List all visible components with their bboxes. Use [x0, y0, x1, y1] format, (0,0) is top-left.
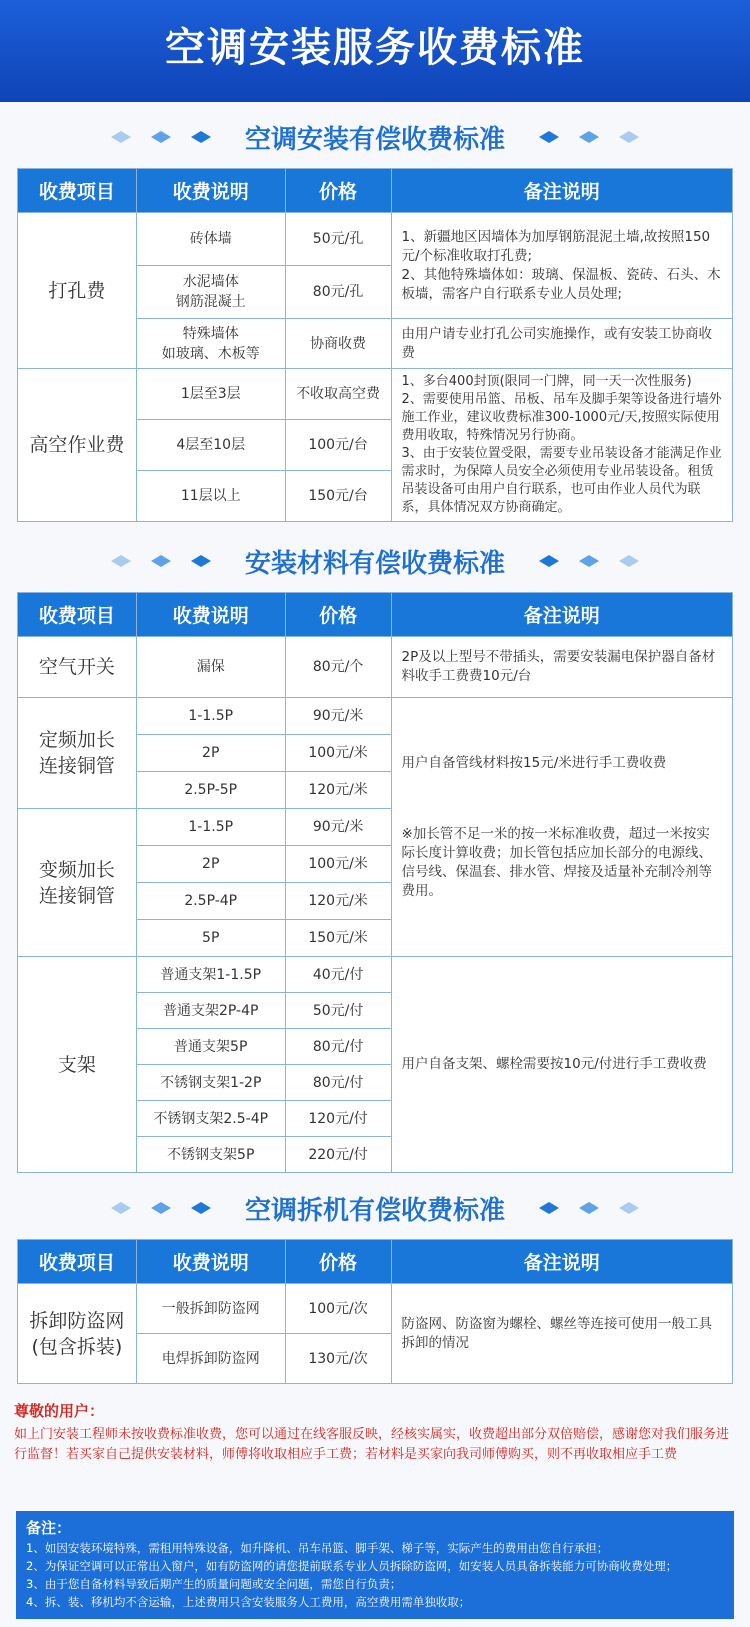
desc: 1层至3层	[136, 369, 285, 420]
remarks-heading: 备注：	[26, 1519, 72, 1537]
table-row	[18, 698, 733, 735]
col-price: 价格	[285, 593, 391, 637]
section-title-removal	[0, 1177, 750, 1239]
price: 150元/米	[285, 920, 391, 957]
table-row	[18, 369, 733, 420]
desc: 电焊拆卸防盗网	[136, 1334, 285, 1384]
col-item: 收费项目	[18, 1240, 137, 1284]
desc: 2P	[136, 735, 285, 772]
col-desc: 收费说明	[136, 593, 285, 637]
desc: 2.5P-5P	[136, 772, 285, 809]
remark-line: 1、如因安装环境特殊，需租用特殊设备，如升降机、吊车吊篮、脚手架、梯子等，实际产生的费用由您自行承担；	[26, 1541, 609, 1555]
price: 100元/次	[285, 1284, 391, 1334]
price: 120元/付	[285, 1101, 391, 1137]
item-bracket: 支架	[18, 957, 137, 1173]
diamond-decoration-left	[111, 1202, 211, 1214]
install-fee-table	[17, 168, 733, 522]
table-header-row	[18, 593, 733, 637]
desc: 11层以上	[136, 471, 285, 522]
note: ※加长管不足一米的按一米标准收费，超过一米按实际长度计算收费；加长管包括应加长部分的电源线、信号线、保温套、排水管、焊接及适量补充制冷剂等费用。	[401, 825, 713, 899]
desc: 不锈钢支架1-2P	[136, 1065, 285, 1101]
price: 80元/个	[285, 637, 391, 698]
col-desc: 收费说明	[136, 169, 285, 213]
price: 130元/次	[285, 1334, 391, 1384]
price: 50元/孔	[285, 213, 391, 266]
material-fee-table	[17, 592, 733, 1173]
item-air-switch: 空气开关	[18, 637, 137, 698]
diamond-decoration-right	[539, 555, 639, 567]
col-note: 备注说明	[391, 593, 732, 637]
desc: 5P	[136, 920, 285, 957]
desc: 漏保	[136, 637, 285, 698]
desc: 不锈钢支架5P	[136, 1137, 285, 1173]
price: 80元/付	[285, 1029, 391, 1065]
notice-body: 如上门安装工程师未按收费标准收费，您可以通过在线客服反映，经核实属实，收费超出部分双倍赔偿，感谢您对我们服务进行监督！若买家自己提供安装材料，师傅将收取相应手工费；若材料是买家向我司师傅购买，则不再收取相应手工费	[14, 1427, 730, 1462]
item-drilling: 打孔费	[18, 213, 137, 369]
desc: 普通支架2P-4P	[136, 993, 285, 1029]
price: 220元/付	[285, 1137, 391, 1173]
remark-line: 4、拆、装、移机均不含运输，上述费用只含安装服务人工费用，高空费用需单独收取；	[26, 1595, 471, 1609]
col-desc: 收费说明	[136, 1240, 285, 1284]
desc: 砖体墙	[136, 213, 285, 266]
desc: 普通支架5P	[136, 1029, 285, 1065]
remark-line: 2、为保证空调可以正常出入窗户，如有防盗网的请您提前联系专业人员拆除防盗网，如安装人员具备拆装能力可协商收费处理；	[26, 1559, 678, 1573]
price: 100元/米	[285, 735, 391, 772]
item-remove-guard: 拆卸防盗网 (包含拆装)	[18, 1284, 137, 1384]
note: 1、新疆地区因墙体为加厚钢筋混泥土墙,故按照150元/个标准收取打孔费; 2、其他特殊墙体如：玻璃、保温板、瓷砖、石头、木板墙，需客户自行联系专业人员处理;	[391, 213, 733, 319]
price: 协商收费	[285, 319, 391, 369]
desc: 1-1.5P	[136, 698, 285, 735]
desc: 4层至10层	[136, 420, 285, 471]
note: 1、多台400封顶(限同一门牌，同一天一次性服务) 2、需要使用吊篮、吊板、吊车及脚手架等设备进行墙外施工作业，建议收费标准300-1000元/天,按照实际使用费用收取，特殊情况另行协商。 3、由于安装位置受限，需要专业吊装设备才能满足作业需求时，为保障人员安全必须使用专业吊装设备。租赁吊装设备可由用户自行联系，也可由作业人员代为联系，具体情况双方协商确定。	[391, 369, 733, 522]
price: 50元/付	[285, 993, 391, 1029]
removal-fee-table	[17, 1239, 733, 1384]
item-fixed-pipe: 定频加长 连接铜管	[18, 698, 137, 809]
col-price: 价格	[285, 1240, 391, 1284]
table-row	[18, 637, 733, 698]
table-header-row	[18, 1240, 733, 1284]
diamond-decoration-right	[539, 131, 639, 143]
col-note: 备注说明	[391, 169, 733, 213]
notice-heading: 尊敬的用户：	[14, 1402, 105, 1420]
price: 100元/米	[285, 846, 391, 883]
price: 100元/台	[285, 420, 391, 471]
pipe-note-cell	[391, 698, 732, 957]
section-heading: 空调安装有偿收费标准	[244, 124, 505, 155]
desc: 一般拆卸防盗网	[136, 1284, 285, 1334]
diamond-decoration-left	[111, 555, 211, 567]
section-title-install	[0, 106, 750, 168]
desc: 水泥墙体 钢筋混凝土	[136, 266, 285, 319]
price: 120元/米	[285, 883, 391, 920]
header	[0, 0, 750, 102]
desc: 特殊墙体 如玻璃、木板等	[136, 319, 285, 369]
section-title-material	[0, 530, 750, 592]
price: 不收取高空费	[285, 369, 391, 420]
note: 用户自备支架、螺栓需要按10元/付进行手工费收费	[391, 957, 732, 1173]
price: 40元/付	[285, 957, 391, 993]
table-row	[18, 213, 733, 266]
diamond-decoration-right	[539, 1202, 639, 1214]
price: 80元/孔	[285, 266, 391, 319]
price: 80元/付	[285, 1065, 391, 1101]
price: 90元/米	[285, 809, 391, 846]
user-notice	[14, 1400, 736, 1465]
desc: 2.5P-4P	[136, 883, 285, 920]
diamond-decoration-left	[111, 131, 211, 143]
note: 由用户请专业打孔公司实施操作，或有安装工协商收费	[391, 319, 733, 369]
table-row	[18, 1284, 733, 1334]
col-note: 备注说明	[391, 1240, 733, 1284]
desc: 不锈钢支架2.5-4P	[136, 1101, 285, 1137]
section-heading: 空调拆机有偿收费标准	[244, 1195, 505, 1226]
price: 120元/米	[285, 772, 391, 809]
note: 用户自备管线材料按15元/米进行手工费收费	[401, 754, 667, 771]
remarks-box	[16, 1511, 734, 1619]
desc: 1-1.5P	[136, 809, 285, 846]
desc: 2P	[136, 846, 285, 883]
price: 150元/台	[285, 471, 391, 522]
remark-line: 3、由于您自备材料导致后期产生的质量问题或安全问题，需您自行负责；	[26, 1577, 402, 1591]
price: 90元/米	[285, 698, 391, 735]
item-high-altitude: 高空作业费	[18, 369, 137, 522]
desc: 普通支架1-1.5P	[136, 957, 285, 993]
col-item: 收费项目	[18, 593, 137, 637]
page-title: 空调安装服务收费标准	[165, 24, 585, 71]
section-heading: 安装材料有偿收费标准	[244, 548, 505, 579]
note: 2P及以上型号不带插头，需要安装漏电保护器自备材料收手工费费10元/台	[391, 637, 732, 698]
col-price: 价格	[285, 169, 391, 213]
table-header-row	[18, 169, 733, 213]
col-item: 收费项目	[18, 169, 137, 213]
note: 防盗网、防盗窗为螺栓、螺丝等连接可使用一般工具拆卸的情况	[391, 1284, 733, 1384]
item-inverter-pipe: 变频加长 连接铜管	[18, 809, 137, 957]
table-row	[18, 957, 733, 993]
